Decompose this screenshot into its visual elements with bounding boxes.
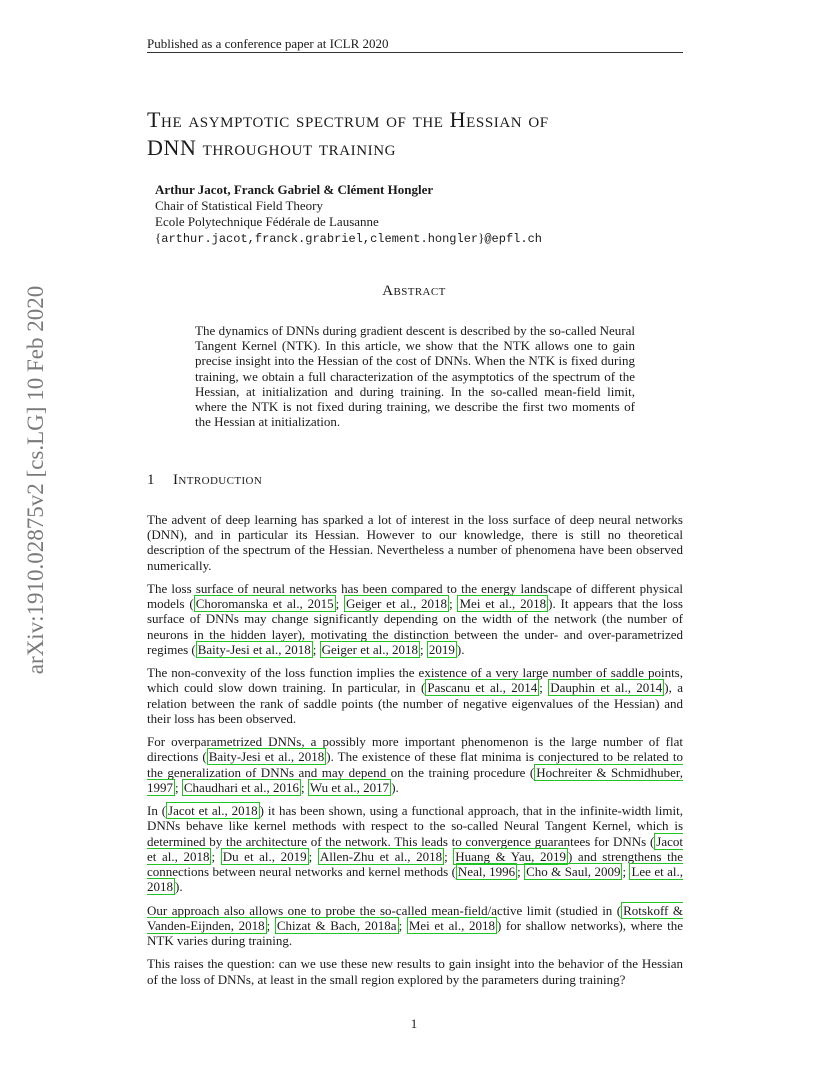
author-emails (155, 230, 675, 247)
email-brace-close: } (478, 230, 485, 245)
citation-link[interactable]: Chaudhari et al., 2016 (183, 779, 300, 795)
text-run: ). It appears that the loss surface of DNNs may change significantly depending on the width of the network (the number of neurons in the hidden layer), motivating the distinction between the under- and over-parametrized regimes ( (147, 596, 683, 657)
author-names: Arthur Jacot, Franck Gabriel & Clément Hongler (155, 182, 434, 197)
paper-title (147, 106, 707, 162)
paragraph-7: This raises the question: can we use these new results to gain insight into the behavior of the Hessian of the loss of DNNs, at least in the small region explored by the parameters during training? (147, 956, 683, 987)
paragraph-2 (147, 581, 683, 657)
citation-separator: ; (539, 680, 549, 696)
text-run: ). (175, 879, 183, 895)
citation-separator: ; (449, 596, 458, 612)
citation-link[interactable]: Chizat & Bach, 2018a (276, 917, 397, 933)
affiliation-line-2: Ecole Polytechnique Fédérale de Lausanne (155, 214, 379, 229)
text-run: For overparametrized DNNs, a possibly more important phenomenon is the large number of flat directions ( (147, 734, 683, 765)
text-run: ). The existence of these flat minima is conjectured to be related to the generalization of DNNs and may depend on the training procedure ( (147, 749, 683, 780)
citation-separator: ; (444, 848, 454, 864)
text-run: In ( (147, 803, 167, 819)
text-run: ) it has been shown, using a functional approach, that in the infinite-width limit, DNNs behave like kernel methods with respect to the so-called Neural Tangent Kernel, which is determined by the architecture of the network. This leads to convergence guarantees for DNNs ( (147, 803, 683, 849)
citation-separator: ; (266, 917, 275, 933)
section-heading-introduction (147, 472, 262, 489)
citation-separator: ; (308, 848, 318, 864)
text-run: The loss surface of neural networks has been compared to the energy landscape of different physical models ( (147, 581, 683, 612)
citation-link[interactable]: Mei et al., 2018 (459, 596, 547, 612)
citation-link[interactable]: Mei et al., 2018 (408, 917, 495, 933)
citation-separator: ; (398, 917, 407, 933)
citation-link[interactable]: Wu et al., 2017 (309, 779, 390, 795)
citation-separator: ; (335, 596, 344, 612)
paragraph-5 (147, 803, 683, 894)
citation-separator: ; (622, 864, 630, 880)
introduction-body (147, 512, 683, 995)
title-line-1: The asymptotic spectrum of the Hessian of (147, 107, 549, 132)
page-number: 1 (410, 1016, 418, 1031)
text-run: ) for shallow networks), where the NTK varies during training. (147, 917, 683, 949)
citation-link[interactable]: Geiger et al., 2018 (321, 641, 419, 657)
text-run: ). (456, 641, 465, 657)
citation-link[interactable]: Jacot et al., 2018 (147, 833, 683, 864)
email-users: arthur.jacot,franck.grabriel,clement.hongler (161, 232, 479, 246)
citation-link[interactable]: Choromanska et al., 2015 (195, 596, 334, 612)
author-block (155, 182, 675, 247)
citation-link[interactable]: Huang & Yau, 2019 (455, 848, 566, 864)
citation-link[interactable]: Dauphin et al., 2014 (550, 680, 663, 696)
citation-separator: ; (175, 779, 182, 795)
citation-link[interactable]: Hochreiter & Schmidhuber, 1997 (147, 764, 683, 795)
paragraph-3 (147, 665, 683, 726)
citation-separator: ; (517, 864, 525, 880)
abstract-heading: Abstract (382, 283, 446, 299)
section-title: Introduction (173, 472, 263, 488)
title-line-2: DNN throughout training (147, 135, 397, 160)
header-rule (147, 52, 683, 53)
email-domain: @epfl.ch (484, 232, 542, 246)
citation-link[interactable]: Allen-Zhu et al., 2018 (319, 848, 443, 864)
paragraph-1: The advent of deep learning has sparked a lot of interest in the loss surface of deep neural networks (DNN), and in particular its Hessian. However to our knowledge, there is still no theoretical description of the spectrum of the Hessian. Nevertheless a number of phenomena have been observed numerically. (147, 512, 683, 573)
text-run: ). (391, 779, 399, 795)
running-header: Published as a conference paper at ICLR 2020 (147, 36, 389, 51)
citation-link[interactable]: Cho & Saul, 2009 (526, 864, 621, 880)
citation-separator: ; (301, 779, 308, 795)
abstract-text: The dynamics of DNNs during gradient descent is described by the so-called Neural Tangent Kernel (NTK). In this article, we show that the NTK allows one to gain precise insight into the Hessian of the cost of DNNs. When the NTK is fixed during training, we obtain a full characterization of the asymptotics of the spectrum of the Hessian, at initialization and during training. In the so-called mean-field limit, where the NTK is not fixed during training, we describe the first two moments of the Hessian at initialization. (195, 323, 635, 430)
citation-link[interactable]: Neal, 1996 (457, 864, 516, 880)
citation-link[interactable]: Baity-Jesi et al., 2018 (208, 749, 325, 765)
citation-link[interactable]: Lee et al., 2018 (147, 864, 683, 895)
citation-link[interactable]: Du et al., 2019 (222, 848, 307, 864)
citation-separator: ; (211, 848, 221, 864)
section-number: 1 (147, 472, 155, 488)
paragraph-6 (147, 903, 683, 949)
citation-link[interactable]: Pascanu et al., 2014 (427, 680, 538, 696)
arxiv-identifier: arXiv:1910.02875v2 [cs.LG] 10 Feb 2020 (23, 285, 48, 675)
citation-link[interactable]: Jacot et al., 2018 (168, 803, 258, 819)
citation-link[interactable]: Baity-Jesi et al., 2018 (197, 641, 311, 657)
paragraph-4 (147, 734, 683, 795)
affiliation-line-1: Chair of Statistical Field Theory (155, 198, 324, 213)
citation-separator: ; (420, 641, 427, 657)
citation-link[interactable]: Rotskoff & Vanden-Eijnden, 2018 (147, 902, 683, 933)
text-run: ) and strengthens the connections between neural networks and kernel methods ( (147, 848, 683, 880)
text-run: Our approach also allows one to probe the so-called mean-field/active limit (studied in ( (147, 902, 622, 918)
text-run: The non-convexity of the loss function implies the existence of a very large number of saddle points, which could slow down training. In particular, in ( (147, 665, 683, 696)
citation-link[interactable]: Geiger et al., 2018 (346, 596, 448, 612)
citation-separator: ; (312, 641, 320, 657)
email-brace-open: { (155, 230, 162, 245)
text-run: ), a relation between the rank of saddle points (the number of negative eigenvalues of the Hessian) and their loss has been observed. (147, 680, 683, 726)
citation-link[interactable]: 2019 (428, 641, 455, 657)
